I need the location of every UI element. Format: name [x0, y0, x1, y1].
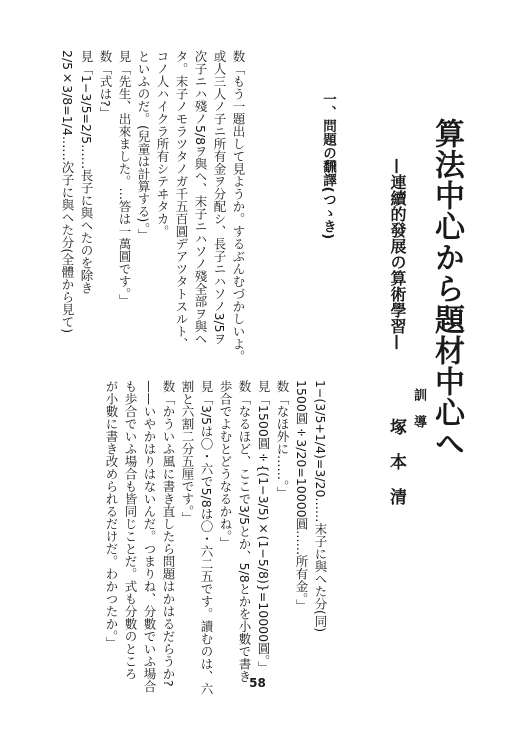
author-role: 訓導 [411, 388, 426, 442]
author-block [384, 388, 428, 523]
text-line: 見「3/5は〇・六で5/8は〇・六二五です。讀むのは、六 [199, 380, 214, 696]
text-line: 1−(3/5+1/4)=3/20……末子に與へた分(同) [313, 380, 328, 633]
text-line: が小數に書き改められるだけだ。わかつたか。」 [104, 380, 119, 649]
section-heading: 一、問題の飜譯(つゝき) [320, 92, 336, 240]
text-line: も歩合でいふ場合も皆同じことだ。式も分數のところ [123, 380, 138, 680]
author-name: 塚本清 [386, 418, 406, 523]
text-line: 数「なほ外に……。」 [275, 380, 290, 499]
text-line: 或人三人ノ子ニ所有金ヲ分配シ、長子ニハソノ3/5ヲ [212, 50, 227, 346]
text-line: コノ人ハイクラ所有シテヰタカ。 [155, 50, 170, 238]
text-line: 1500圓÷3/20=10000圓……所有金。」 [294, 380, 309, 612]
text-line: ——いやかはりはないんだ。つまりね、分數でいふ場合 [142, 380, 157, 693]
text-line: 割と六割二分五厘です。」 [180, 380, 195, 524]
text-line: 次子ニハ殘ノ5/8ヲ與ヘ、末子ニハソノ殘全部ヲ與ヘ [193, 50, 208, 346]
text-line: 数「かういふ風に書き直したら問題はかはるだらうか? [161, 380, 176, 687]
article-subtitle: —連續的發展の算術學習— [388, 158, 407, 350]
text-line: 数「式は?」 [98, 50, 113, 120]
right-text-column [102, 380, 330, 696]
text-line: といふのだ。(兒童は計算する)。」 [136, 50, 151, 242]
text-line: 2/5×3/8=1/4……次子に與へた分(全體から見て) [60, 50, 75, 334]
page-number: 58 [249, 676, 266, 690]
text-line: 歩合でよむとどうなるかね。」 [218, 380, 233, 549]
text-line: 見「1500圓÷{(1−3/5)×(1−5/8)}=10000圓。」 [256, 380, 271, 674]
text-line: 見「1−3/5=2/5……長子に與へたのを除き [79, 50, 94, 295]
text-line: 見「先生、出來ました。…答は一萬圓です。」 [117, 50, 132, 307]
text-line: 数「もう一題出して見ようか。するぶんむづかしいよ。 [231, 50, 246, 363]
text-line: タ。末子ノモラツタノガ千五百圓デアツタトスルト、 [174, 50, 189, 350]
text-line: 数「なるほど、ここで3/5とか、5/8とかを小數で書き [237, 380, 252, 683]
article-title: 算法中心から題材中心へ [429, 118, 464, 459]
